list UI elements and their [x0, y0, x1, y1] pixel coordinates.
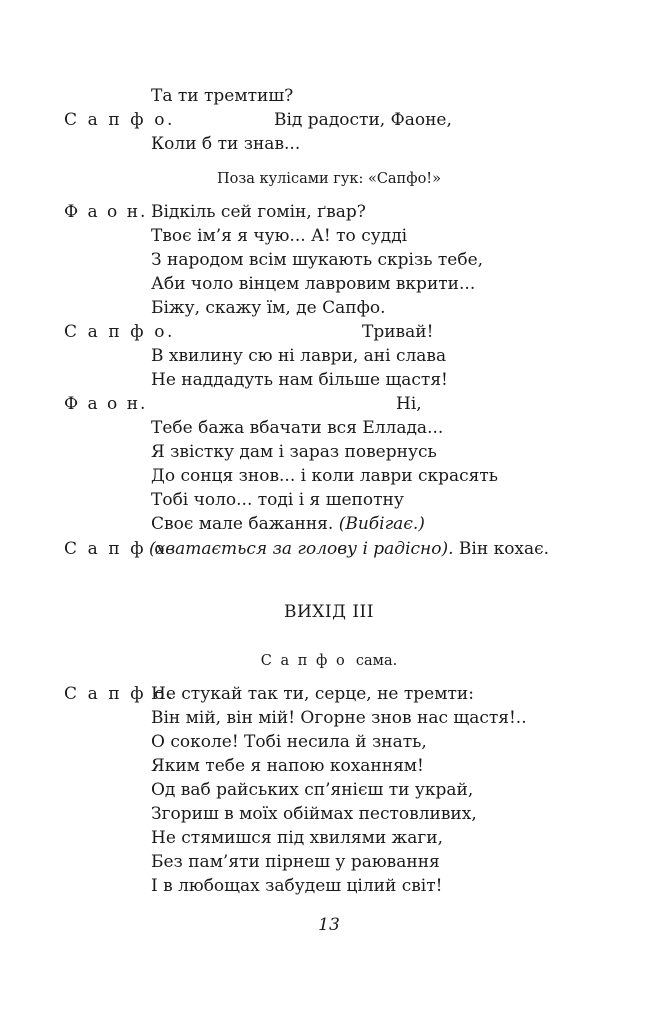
verse-text: До сонця знов... і коли лаври скрасять: [151, 466, 499, 486]
verse-line: [0, 320, 658, 344]
verse-text: Біжу, скажу їм, де Сапфо.: [151, 298, 386, 318]
inline-stage-direction: (хватається за голову і радісно).: [149, 539, 454, 559]
verse-text: Тривай!: [362, 322, 434, 342]
verse-line: [0, 682, 658, 706]
verse-text: Ні,: [396, 394, 422, 414]
verse-text: В хвилину сю ні лаври, ані слава: [151, 346, 447, 366]
scene-stage-direction: [0, 649, 658, 673]
verse-line: [0, 296, 658, 320]
verse-line: [0, 706, 658, 730]
speaker-name: С а п ф о.: [64, 684, 176, 704]
scene-heading: [0, 600, 658, 624]
verse-line: [0, 224, 658, 248]
scene-heading-text: ВИХІД III: [283, 602, 374, 622]
verse-text: З народом всім шукають скрізь тебе,: [151, 250, 484, 270]
verse-line: [0, 200, 658, 224]
verse-text: Аби чоло вінцем лавровим вкрити...: [151, 274, 476, 294]
verse-line: [0, 344, 658, 368]
verse-line: [0, 488, 658, 512]
verse-line: [0, 754, 658, 778]
verse-line: [0, 248, 658, 272]
page-number-text: 13: [318, 915, 340, 935]
verse-line: [0, 416, 658, 440]
verse-text: Тобі чоло... тоді і я шепотну: [151, 490, 404, 510]
speaker-name: С а п ф о.: [64, 110, 176, 130]
verse-line: [0, 730, 658, 754]
verse-text: Тебе бажа вбачати вся Еллада...: [151, 418, 444, 438]
speaker-name: Ф а о н.: [64, 202, 148, 222]
stage-direction: [0, 167, 658, 191]
verse-text: Він кохає.: [458, 539, 550, 559]
verse-line: [0, 802, 658, 826]
verse-line: [0, 464, 658, 488]
verse-text: Не наддадуть нам більше щастя!: [151, 370, 448, 390]
verse-text: Яким тебе я напою коханням!: [151, 756, 424, 776]
verse-line: [0, 512, 658, 536]
verse-line: [0, 132, 658, 156]
verse-text: Коли б ти знав...: [151, 134, 301, 154]
speaker-name: Ф а о н.: [64, 394, 148, 414]
verse-line: [0, 874, 658, 898]
verse-text: Твоє ім’я я чую... А! то судді: [151, 226, 408, 246]
speaker-name: С а п ф о.: [64, 322, 176, 342]
verse-line: [0, 778, 658, 802]
stage-direction-text: Поза кулісами гук: «Сапфо!»: [216, 171, 442, 187]
verse-line: [0, 368, 658, 392]
verse-line: [0, 108, 658, 132]
verse-text: Він мій, він мій! Огорне знов нас щастя!..: [151, 708, 527, 728]
verse-text-with-direction: [151, 512, 425, 536]
page-number: [0, 913, 658, 937]
verse-text: Од ваб райських сп’янієш ти укрaй,: [151, 780, 474, 800]
verse-text: Згориш в моїх обіймах пестовливих,: [151, 804, 477, 824]
verse-line: [0, 826, 658, 850]
verse-text: Я звістку дам і зараз повернусь: [151, 442, 437, 462]
verse-line: [0, 440, 658, 464]
verse-line: [0, 850, 658, 874]
verse-text: Від радости, Фаоне,: [274, 110, 452, 130]
stage-note: сама.: [355, 653, 398, 669]
verse-text-with-direction: [149, 537, 549, 561]
verse-text: Відкіль сей гомін, ґвар?: [151, 202, 366, 222]
verse-line: [0, 272, 658, 296]
verse-text: Не стямишся під хвилями жаги,: [151, 828, 443, 848]
scene-stage-text: [0, 649, 658, 673]
verse-text: Та ти тремтиш?: [151, 86, 294, 106]
verse-text: Своє мале бажання.: [151, 514, 334, 534]
verse-text: Не стукай так ти, серце, не тремти:: [151, 684, 474, 704]
inline-stage-direction: (Вибігає.): [338, 514, 425, 534]
verse-text: О соколе! Тобі несила й знать,: [151, 732, 427, 752]
verse-line: [0, 392, 658, 416]
verse-line: [0, 84, 658, 108]
verse-line: [0, 537, 658, 561]
character-name: С а п ф о: [260, 653, 347, 669]
verse-text: Без пам’яти пірнеш у раювання: [151, 852, 440, 872]
verse-text: І в любощах забудеш цілий світ!: [151, 876, 443, 896]
speaker-name: С а п ф о: [64, 539, 168, 559]
